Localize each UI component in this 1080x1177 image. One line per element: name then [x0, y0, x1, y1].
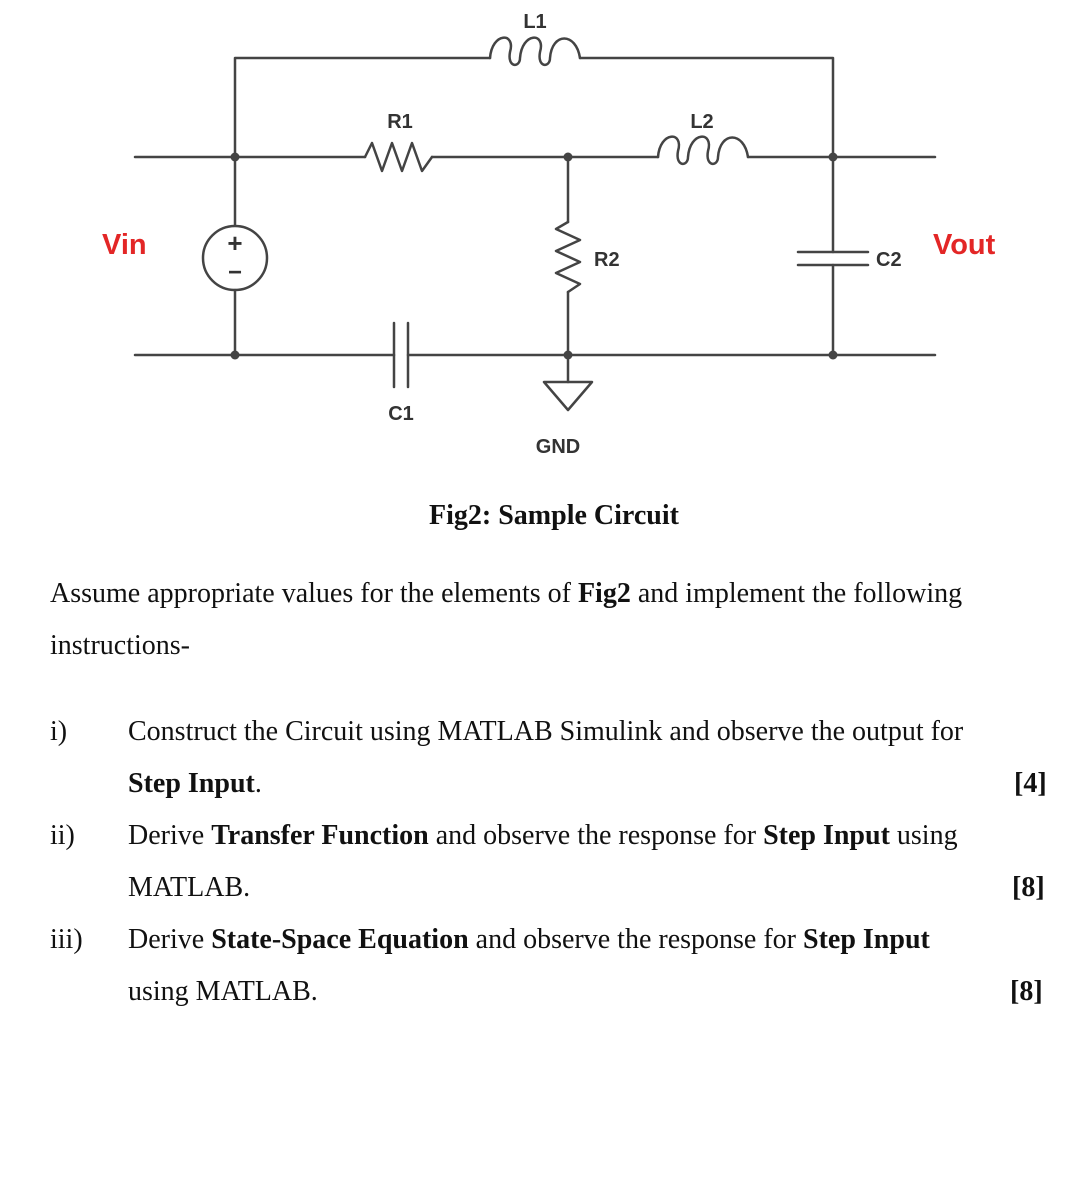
intro-fig-ref: Fig2 [577, 578, 631, 609]
label-c1: C1 [388, 403, 414, 425]
source-plus-sign: + [227, 228, 243, 258]
item-1-number: i) [50, 716, 68, 747]
inductor-l1 [490, 38, 580, 65]
intro-line-1: Assume appropriate values for the elements of Fig2 and implement the following [50, 578, 963, 609]
inductor-l2 [658, 137, 748, 164]
label-r1: R1 [387, 111, 413, 133]
item-2-number: ii) [50, 820, 75, 851]
resistor-r2 [556, 222, 580, 292]
item-3-line-2: using MATLAB. [128, 976, 318, 1007]
capacitor-c2 [798, 252, 868, 265]
label-l1: L1 [523, 11, 547, 33]
resistor-r1 [365, 143, 432, 171]
item-1-line-1: Construct the Circuit using MATLAB Simulink and observe the output for [128, 716, 964, 747]
label-vout: Vout [933, 229, 996, 261]
source-minus-sign: − [227, 259, 243, 286]
ground-symbol [544, 382, 592, 410]
item-3-marks: [8] [1010, 976, 1043, 1007]
capacitor-c1 [394, 323, 408, 387]
label-l2: L2 [690, 111, 714, 133]
figure-caption: Fig2: Sample Circuit [429, 500, 679, 531]
item-3-number: iii) [50, 924, 83, 955]
label-gnd: GND [535, 436, 581, 458]
item-2-marks: [8] [1012, 872, 1045, 903]
label-c2: C2 [876, 249, 902, 271]
intro-line-2: instructions- [50, 630, 190, 661]
label-r2: R2 [594, 249, 620, 271]
item-2-line-1: Derive Transfer Function and observe the response for Step Input using [128, 820, 958, 851]
junction-dots [231, 153, 838, 360]
item-2-line-2: MATLAB. [128, 872, 251, 903]
item-1-marks: [4] [1014, 768, 1047, 799]
item-1-line-2: Step Input. [128, 768, 262, 799]
item-3-line-1: Derive State-Space Equation and observe the response for Step Input [128, 924, 930, 955]
label-vin: Vin [102, 229, 147, 261]
circuit-diagram [0, 0, 1080, 480]
